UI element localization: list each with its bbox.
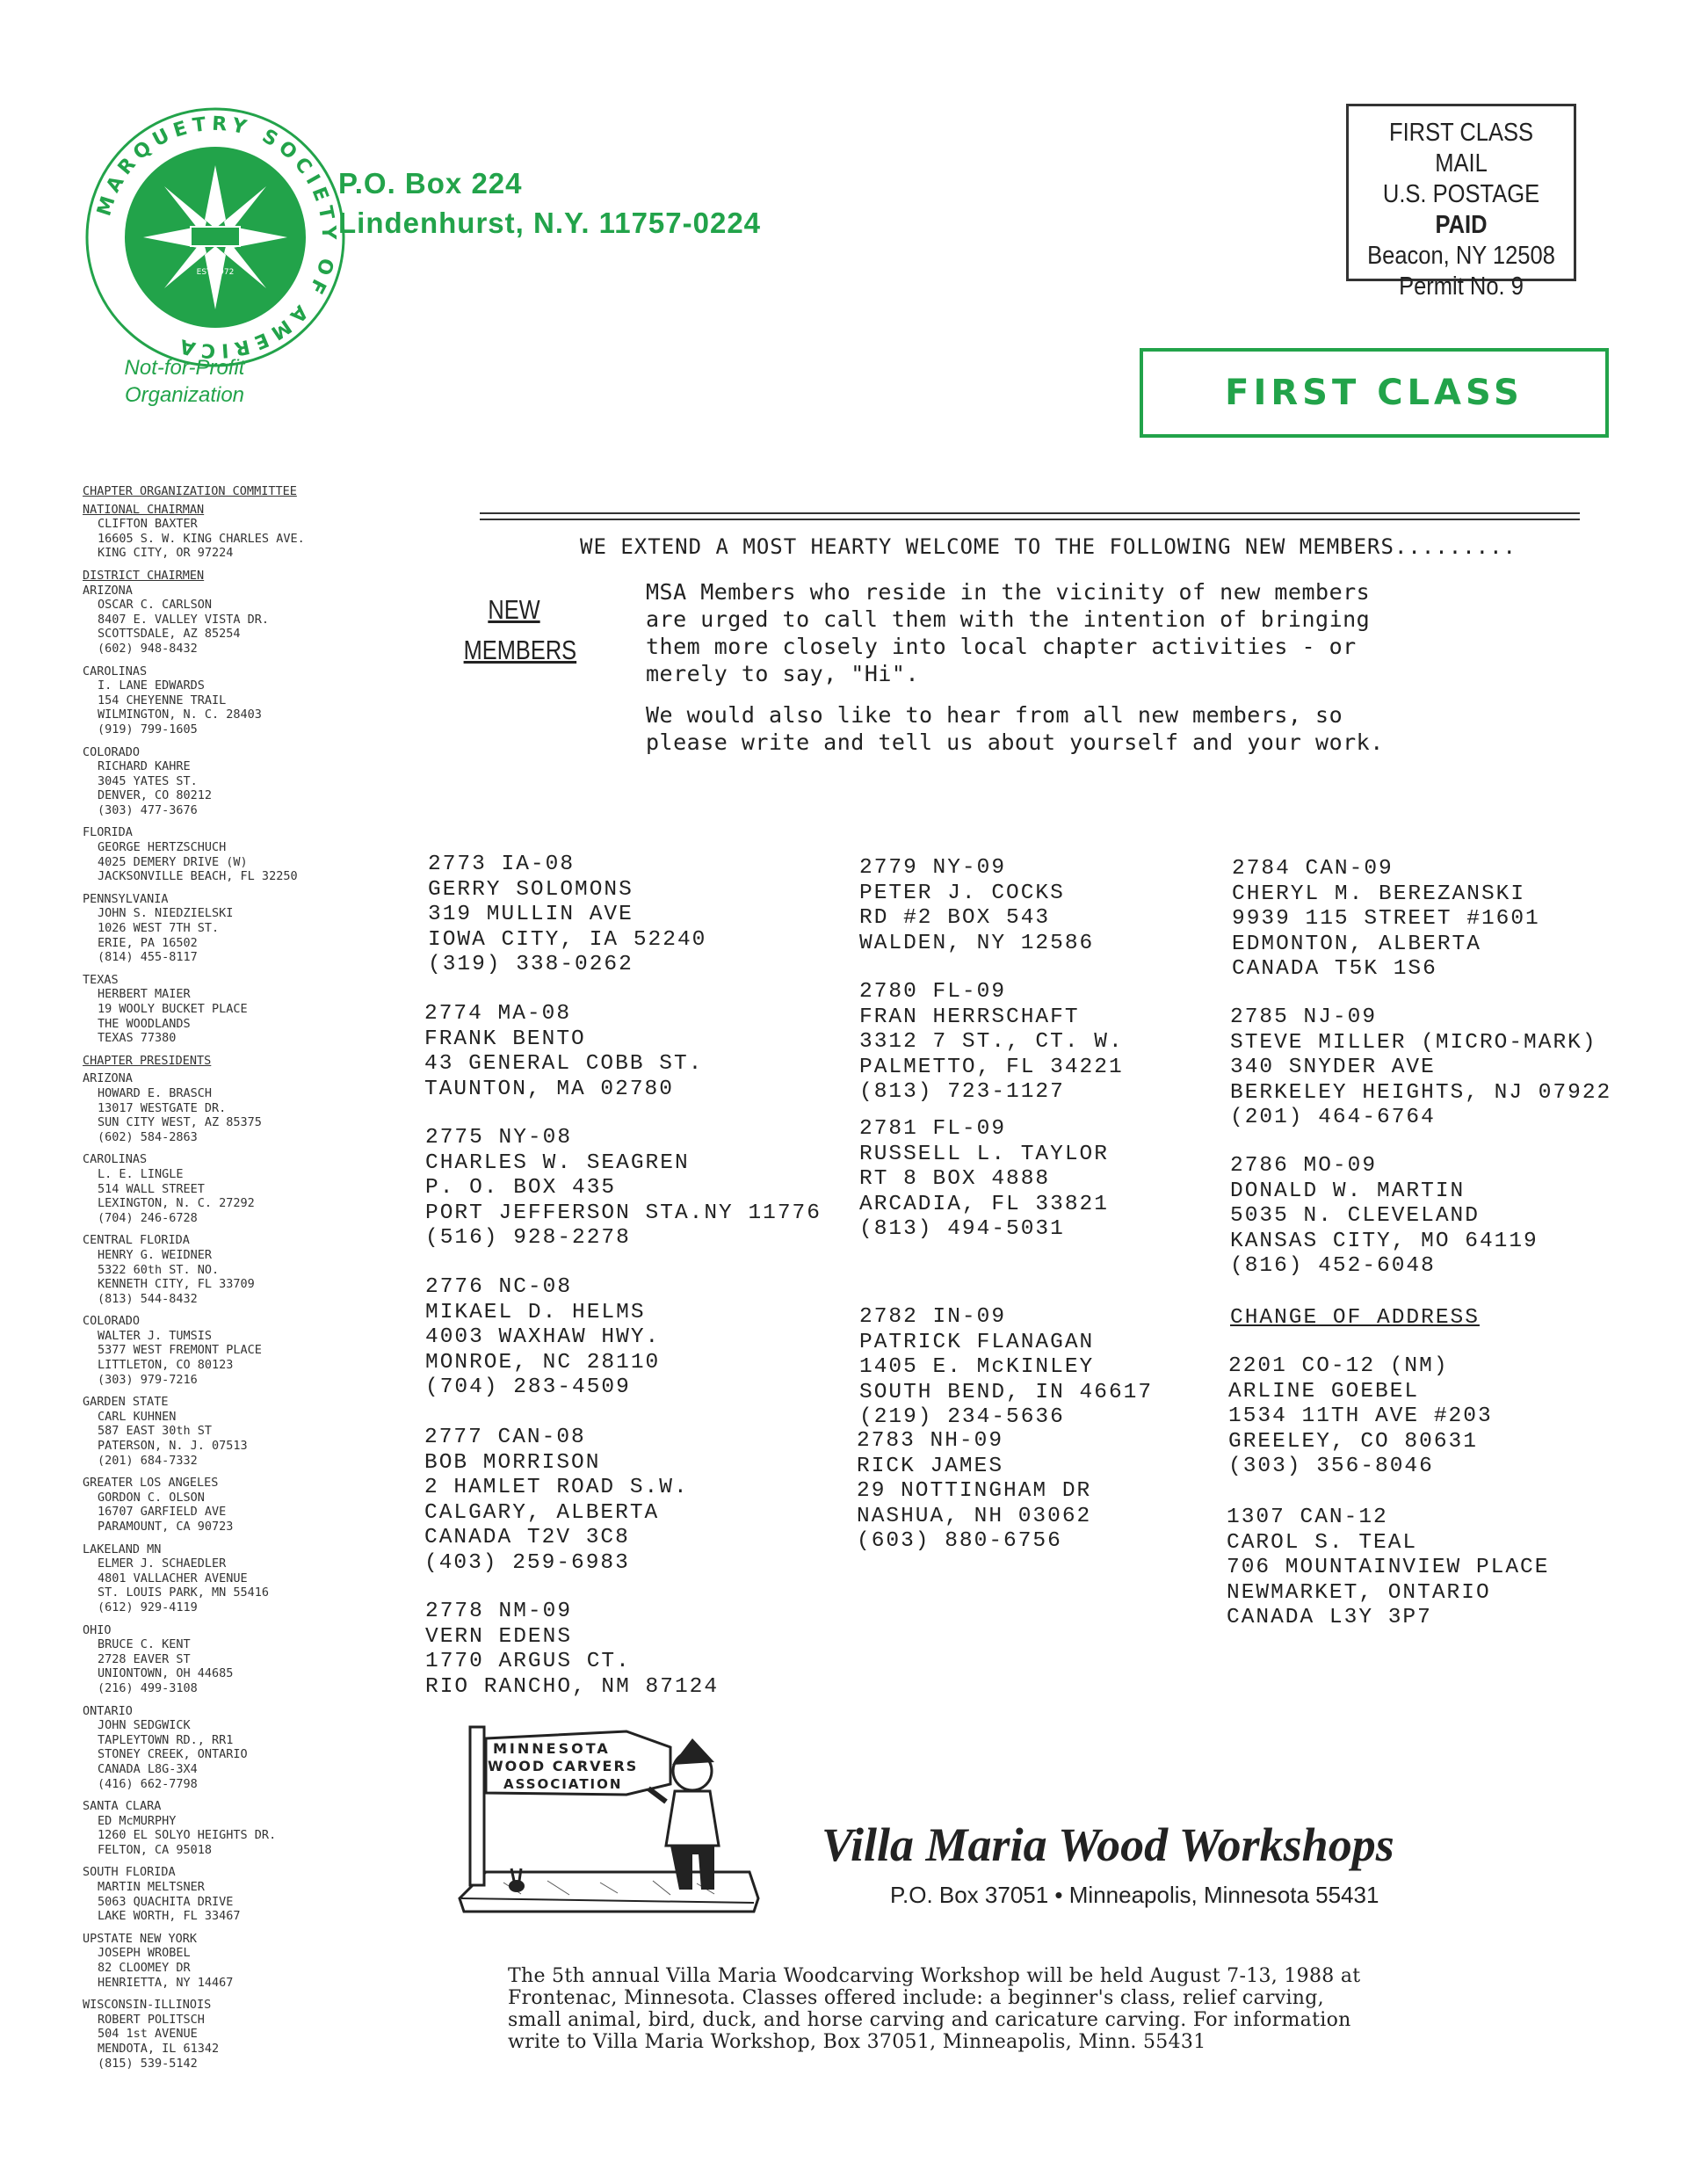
member-number: 2785 NJ-09 bbox=[1230, 1005, 1378, 1029]
sidebar-address-line: 8407 E. VALLEY VISTA DR. bbox=[98, 612, 270, 627]
sidebar-address-line: (704) 246-6728 bbox=[98, 1210, 198, 1225]
sidebar-address-line: ST. LOUIS PARK, MN 55416 bbox=[98, 1585, 270, 1600]
sidebar-address-line: (815) 539-5142 bbox=[98, 2056, 198, 2071]
intro-paragraph-1 bbox=[646, 578, 1370, 687]
ad-address: P.O. Box 37051 • Minneapolis, Minnesota 55431 bbox=[890, 1882, 1379, 1908]
intro-line: MSA Members who reside in the vicinity of new members bbox=[646, 579, 1371, 605]
sidebar-address-line: 587 EAST 30th ST bbox=[98, 1424, 213, 1439]
member-line: PATRICK FLANAGAN bbox=[859, 1330, 1095, 1354]
sidebar-region: CAROLINAS bbox=[83, 1152, 148, 1167]
member-number: 2784 CAN-09 bbox=[1232, 857, 1394, 881]
member-entry bbox=[859, 856, 1094, 956]
sign-text: MINNESOTA bbox=[493, 1740, 611, 1757]
sidebar-entry bbox=[83, 584, 364, 657]
sidebar-address-line: (303) 979-7216 bbox=[98, 1372, 198, 1387]
sidebar-region: CAROLINAS bbox=[83, 664, 148, 678]
postage-line: PAID bbox=[1435, 211, 1488, 239]
intro-line: We would also like to hear from all new members, so bbox=[646, 702, 1343, 728]
divider-rule bbox=[480, 519, 1580, 520]
sidebar-region: ARIZONA bbox=[83, 1071, 133, 1086]
sidebar-address-line: JACKSONVILLE BEACH, FL 32250 bbox=[98, 869, 298, 884]
sidebar-address-line: (813) 544-8432 bbox=[98, 1291, 198, 1306]
sidebar-address-line: 2728 EAVER ST bbox=[98, 1651, 191, 1666]
sidebar-entry bbox=[83, 745, 364, 818]
ad-body bbox=[508, 1965, 1360, 2053]
member-line: PORT JEFFERSON STA.NY 11776 bbox=[425, 1201, 822, 1225]
ad-body-line: write to Villa Maria Workshop, Box 37051, Minneapolis, Minn. 55431 bbox=[508, 2031, 1206, 2053]
sidebar-address-line: ED McMURPHY bbox=[98, 1813, 177, 1828]
member-line: 29 NOTTINGHAM DR bbox=[857, 1479, 1092, 1504]
sidebar-address-line: ROBERT POLITSCH bbox=[98, 2012, 205, 2027]
sidebar-entry bbox=[83, 825, 364, 883]
sidebar-address-line: 5063 QUACHITA DRIVE bbox=[98, 1894, 234, 1909]
sidebar-address-line: TEXAS 77380 bbox=[98, 1031, 177, 1046]
sidebar-address-line: GEORGE HERTZSCHUCH bbox=[98, 840, 227, 855]
member-line: FRAN HERRSCHAFT bbox=[859, 1005, 1080, 1029]
member-line: (704) 283-4509 bbox=[425, 1375, 631, 1400]
member-line: P. O. BOX 435 bbox=[425, 1176, 617, 1201]
ad-body-line: small animal, bird, duck, and horse carving and caricature carving. For information bbox=[508, 2009, 1351, 2031]
member-line: BOB MORRISON bbox=[424, 1450, 601, 1475]
sidebar-entry bbox=[83, 1152, 364, 1225]
sidebar-address-line: 5322 60th ST. NO. bbox=[98, 1262, 220, 1277]
sidebar-address-line: L. E. LINGLE bbox=[98, 1166, 184, 1181]
member-line: 9939 115 STREET #1601 bbox=[1232, 907, 1540, 932]
sidebar-address-line: STONEY CREEK, ONTARIO bbox=[98, 1747, 248, 1762]
national-chairman-heading: NATIONAL CHAIRMAN bbox=[83, 502, 205, 517]
sidebar-address-line: 5377 WEST FREMONT PLACE bbox=[98, 1343, 262, 1358]
sidebar-entry bbox=[83, 1233, 364, 1306]
sidebar-address-line: MARTIN MELTSNER bbox=[98, 1880, 205, 1895]
sidebar-address-line: MENDOTA, IL 61342 bbox=[98, 2042, 220, 2056]
sidebar-address-line: 154 CHEYENNE TRAIL bbox=[98, 693, 227, 707]
intro-line: them more closely into local chapter activities - or bbox=[646, 634, 1357, 659]
member-line: PALMETTO, FL 34221 bbox=[859, 1055, 1124, 1079]
sidebar-entry bbox=[83, 1395, 364, 1468]
member-number: 2773 IA-08 bbox=[428, 853, 576, 876]
member-number: 2775 NY-08 bbox=[425, 1126, 573, 1150]
member-line: (201) 464-6764 bbox=[1230, 1106, 1436, 1130]
member-line: 319 MULLIN AVE bbox=[428, 903, 634, 927]
member-line: RD #2 BOX 543 bbox=[859, 906, 1051, 931]
ad-body-line: The 5th annual Villa Maria Woodcarving Workshop will be held August 7-13, 1988 at bbox=[508, 1965, 1361, 1987]
new-members-label: NEW bbox=[488, 594, 540, 625]
sidebar-address-line: 504 1st AVENUE bbox=[98, 2027, 198, 2042]
sidebar-address-line: HERBERT MAIER bbox=[98, 987, 191, 1002]
sidebar-region: OHIO bbox=[83, 1622, 112, 1637]
member-line: NASHUA, NH 03062 bbox=[857, 1504, 1092, 1528]
sidebar-entry bbox=[83, 1071, 364, 1144]
member-line: 5035 N. CLEVELAND bbox=[1230, 1204, 1480, 1229]
address-line-1: P.O. Box 224 bbox=[338, 167, 523, 200]
member-number: 2777 CAN-08 bbox=[424, 1426, 586, 1449]
sidebar-address-line: GORDON C. OLSON bbox=[98, 1490, 205, 1505]
member-line: (219) 234-5636 bbox=[859, 1405, 1065, 1430]
member-line: IOWA CITY, IA 52240 bbox=[428, 927, 707, 952]
member-line: 706 MOUNTAINVIEW PLACE bbox=[1227, 1556, 1550, 1580]
member-line: DONALD W. MARTIN bbox=[1230, 1179, 1466, 1203]
member-line: 2 HAMLET ROAD S.W. bbox=[424, 1476, 689, 1500]
sidebar-address-line: THE WOODLANDS bbox=[98, 1016, 191, 1031]
sidebar-address-line: SUN CITY WEST, AZ 85375 bbox=[98, 1115, 262, 1130]
sidebar-address-line: OSCAR C. CARLSON bbox=[98, 598, 213, 613]
sidebar-address-line: KENNETH CITY, FL 33709 bbox=[98, 1277, 255, 1292]
member-line: MONROE, NC 28110 bbox=[425, 1350, 661, 1375]
member-line: (816) 452-6048 bbox=[1230, 1254, 1436, 1279]
district-chairmen bbox=[83, 584, 364, 1046]
sidebar-address-line: (612) 929-4119 bbox=[98, 1600, 198, 1614]
wood-carvers-sign-illustration bbox=[451, 1723, 764, 1923]
intro-line: please write and tell us about yourself and your work. bbox=[646, 729, 1384, 755]
sidebar-address-line: (602) 948-8432 bbox=[98, 641, 198, 656]
sidebar-region: PENNSYLVANIA bbox=[83, 891, 169, 906]
sidebar-address-line: 16707 GARFIELD AVE bbox=[98, 1505, 227, 1520]
address-line-2: Lindenhurst, N.Y. 11757-0224 bbox=[338, 207, 762, 239]
member-line: 3312 7 ST., CT. W. bbox=[859, 1030, 1124, 1055]
member-entry bbox=[424, 1002, 703, 1102]
sidebar-address-line: SCOTTSDALE, AZ 85254 bbox=[98, 627, 241, 642]
sidebar-address-line: 13017 WESTGATE DR. bbox=[98, 1100, 227, 1115]
member-line: TAUNTON, MA 02780 bbox=[424, 1077, 674, 1101]
member-line: BERKELEY HEIGHTS, NJ 07922 bbox=[1230, 1080, 1612, 1105]
member-line: 1770 ARGUS CT. bbox=[425, 1650, 631, 1674]
sidebar-entry bbox=[83, 973, 364, 1046]
member-line: (813) 494-5031 bbox=[859, 1217, 1065, 1242]
postage-line: FIRST CLASS MAIL bbox=[1388, 119, 1534, 178]
sidebar-region: SANTA CLARA bbox=[83, 1799, 162, 1814]
member-line: KANSAS CITY, MO 64119 bbox=[1230, 1229, 1539, 1253]
sidebar-entry bbox=[83, 664, 364, 737]
member-entry bbox=[859, 1117, 1109, 1243]
sidebar-address-line: ERIE, PA 16502 bbox=[98, 935, 198, 950]
sidebar-region: FLORIDA bbox=[83, 825, 133, 840]
sidebar-region: COLORADO bbox=[83, 1314, 141, 1329]
sidebar-address-line: UNIONTOWN, OH 44685 bbox=[98, 1666, 234, 1681]
change-of-address-heading: CHANGE OF ADDRESS bbox=[1230, 1306, 1480, 1330]
postage-indicia bbox=[1346, 104, 1576, 301]
member-line: 4003 WAXHAW HWY. bbox=[425, 1325, 661, 1350]
sidebar-address-line: JOHN SEDGWICK bbox=[98, 1718, 191, 1733]
sidebar-address-line: TAPLEYTOWN RD., RR1 bbox=[98, 1732, 234, 1747]
sidebar-region: LAKELAND MN bbox=[83, 1542, 162, 1556]
member-line: CHERYL M. BEREZANSKI bbox=[1232, 882, 1526, 906]
member-line: CALGARY, ALBERTA bbox=[424, 1500, 660, 1525]
msa-logo bbox=[83, 105, 347, 369]
sidebar-region: ARIZONA bbox=[83, 583, 133, 598]
sidebar-entry bbox=[83, 1476, 364, 1534]
member-line: MIKAEL D. HELMS bbox=[425, 1300, 646, 1324]
logo-ring-text: MARQUETRY SOCIETY OF AMERICA bbox=[93, 112, 340, 362]
member-line: RICK JAMES bbox=[857, 1454, 1004, 1478]
sidebar-address-line: DENVER, CO 80212 bbox=[98, 788, 213, 803]
member-number: 2780 FL-09 bbox=[859, 980, 1007, 1004]
sidebar-address-line: HOWARD E. BRASCH bbox=[98, 1085, 213, 1100]
sidebar-address-line: (416) 662-7798 bbox=[98, 1776, 198, 1791]
member-number: 2201 CO-12 (NM) bbox=[1228, 1354, 1449, 1378]
sidebar-address-line: 82 CLOOMEY DR bbox=[98, 1961, 191, 1976]
sidebar-address-line: WILMINGTON, N. C. 28403 bbox=[98, 707, 262, 722]
sidebar-address-line: (216) 499-3108 bbox=[98, 1680, 198, 1695]
member-line: 1534 11TH AVE #203 bbox=[1228, 1404, 1493, 1429]
member-line: NEWMARKET, ONTARIO bbox=[1227, 1580, 1491, 1605]
nonprofit-line-2: Organization bbox=[124, 383, 245, 407]
sidebar-entry bbox=[83, 1865, 364, 1923]
member-entry bbox=[425, 1126, 822, 1252]
nonprofit-line-1: Not-for-Profit bbox=[124, 356, 245, 380]
sidebar-address-line: (303) 477-3676 bbox=[98, 802, 198, 817]
member-line: CANADA L3Y 3P7 bbox=[1227, 1606, 1432, 1630]
sidebar-entry bbox=[83, 1623, 364, 1696]
sidebar-entry bbox=[83, 1998, 364, 2071]
member-entry bbox=[859, 980, 1124, 1106]
member-line: ARCADIA, FL 33821 bbox=[859, 1192, 1109, 1216]
chapter-presidents bbox=[83, 1071, 364, 2071]
member-entry bbox=[859, 1305, 1153, 1431]
first-class-stamp: FIRST CLASS bbox=[1140, 348, 1609, 438]
member-line: CAROL S. TEAL bbox=[1227, 1530, 1418, 1555]
member-line: RUSSELL L. TAYLOR bbox=[859, 1142, 1109, 1166]
ad-title: Villa Maria Wood Workshops bbox=[822, 1818, 1394, 1871]
sidebar-address-line: ELMER J. SCHAEDLER bbox=[98, 1556, 227, 1571]
member-entry bbox=[1232, 857, 1540, 983]
member-line: 340 SNYDER AVE bbox=[1230, 1056, 1436, 1080]
member-line: ARLINE GOEBEL bbox=[1228, 1379, 1420, 1404]
member-line: (403) 259-6983 bbox=[424, 1550, 630, 1575]
district-chairmen-heading: DISTRICT CHAIRMEN bbox=[83, 568, 205, 583]
member-number: 2779 NY-09 bbox=[859, 856, 1007, 880]
member-line: PETER J. COCKS bbox=[859, 881, 1065, 905]
logo-est-text: EST 1972 bbox=[196, 268, 235, 277]
sidebar-entry bbox=[83, 1704, 364, 1792]
sidebar-address-line: I. LANE EDWARDS bbox=[98, 678, 205, 693]
sidebar-address-line: 1260 EL SOLYO HEIGHTS DR. bbox=[98, 1828, 277, 1843]
member-line: CHARLES W. SEAGREN bbox=[425, 1150, 690, 1175]
sidebar-address-line: LAKE WORTH, FL 33467 bbox=[98, 1909, 241, 1924]
sidebar-address-line: CARL KUHNEN bbox=[98, 1409, 177, 1424]
chapter-presidents-heading: CHAPTER PRESIDENTS bbox=[83, 1053, 212, 1068]
member-entry bbox=[1230, 1005, 1611, 1131]
sidebar-entry bbox=[83, 1314, 364, 1387]
member-number: 2778 NM-09 bbox=[425, 1600, 573, 1623]
new-members-label: MEMBERS bbox=[463, 635, 577, 665]
member-number: 1307 CAN-12 bbox=[1227, 1506, 1388, 1529]
member-line: CANADA T2V 3C8 bbox=[424, 1526, 630, 1550]
sidebar-region: UPSTATE NEW YORK bbox=[83, 1931, 198, 1946]
sidebar-address-line: RICHARD KAHRE bbox=[98, 759, 191, 774]
sidebar-address-line: PATERSON, N. J. 07513 bbox=[98, 1439, 248, 1454]
sidebar-address-line: LITTLETON, CO 80123 bbox=[98, 1358, 234, 1373]
sidebar-entry bbox=[83, 1799, 364, 1857]
sidebar-region: COLORADO bbox=[83, 744, 141, 759]
sign-text: WOOD CARVERS bbox=[488, 1758, 639, 1774]
member-number: 2774 MA-08 bbox=[424, 1002, 572, 1026]
member-line: (319) 338-0262 bbox=[428, 953, 634, 977]
sidebar-region: WISCONSIN-ILLINOIS bbox=[83, 1998, 212, 2013]
member-line: RT 8 BOX 4888 bbox=[859, 1167, 1051, 1192]
sidebar-address-line: 1026 WEST 7TH ST. bbox=[98, 921, 220, 936]
sidebar-address-line: 514 WALL STREET bbox=[98, 1181, 205, 1196]
address-change-entry bbox=[1228, 1354, 1493, 1480]
member-line: 1405 E. McKINLEY bbox=[859, 1355, 1095, 1380]
sidebar-address-line: CLIFTON BAXTER bbox=[98, 517, 198, 532]
sidebar-address-line: 4801 VALLACHER AVENUE bbox=[98, 1571, 248, 1585]
member-line: 43 GENERAL COBB ST. bbox=[424, 1052, 704, 1077]
sidebar-entry bbox=[83, 892, 364, 965]
welcome-heading: WE EXTEND A MOST HEARTY WELCOME TO THE FOLLOWING NEW MEMBERS......... bbox=[580, 534, 1517, 559]
member-line: SOUTH BEND, IN 46617 bbox=[859, 1380, 1154, 1404]
member-entry bbox=[425, 1600, 719, 1700]
member-line: GREELEY, CO 80631 bbox=[1228, 1429, 1478, 1454]
member-line: FRANK BENTO bbox=[424, 1027, 586, 1051]
member-line: VERN EDENS bbox=[425, 1624, 573, 1649]
member-line: STEVE MILLER (MICRO-MARK) bbox=[1230, 1030, 1597, 1055]
sidebar-address-line: (602) 584-2863 bbox=[98, 1129, 198, 1144]
sign-text: ASSOCIATION bbox=[503, 1776, 623, 1792]
member-line: WALDEN, NY 12586 bbox=[859, 931, 1095, 955]
member-line: GERRY SOLOMONS bbox=[428, 877, 634, 902]
member-line: EDMONTON, ALBERTA bbox=[1232, 932, 1481, 956]
member-number: 2783 NH-09 bbox=[857, 1429, 1004, 1453]
national-chairman bbox=[83, 517, 364, 561]
member-entry bbox=[1230, 1154, 1539, 1280]
sidebar-address-line: (814) 455-8117 bbox=[98, 950, 198, 965]
member-number: 2781 FL-09 bbox=[859, 1117, 1007, 1141]
ad-body-line: Frontenac, Minnesota. Classes offered include: a beginner's class, relief carving, bbox=[508, 1987, 1324, 2009]
chapter-committee-sidebar bbox=[83, 484, 364, 2079]
sidebar-address-line: 16605 S. W. KING CHARLES AVE. bbox=[98, 531, 305, 546]
sidebar-address-line: KING CITY, OR 97224 bbox=[98, 546, 234, 561]
sidebar-address-line: (919) 799-1605 bbox=[98, 722, 198, 736]
address-change-entry bbox=[1227, 1506, 1549, 1631]
member-line: CANADA T5K 1S6 bbox=[1232, 957, 1437, 982]
sidebar-address-line: HENRIETTA, NY 14467 bbox=[98, 1975, 234, 1990]
sidebar-address-line: CANADA L8G-3X4 bbox=[98, 1761, 198, 1776]
member-line: (813) 723-1127 bbox=[859, 1080, 1065, 1105]
member-entry bbox=[857, 1429, 1091, 1555]
sidebar-address-line: PARAMOUNT, CA 90723 bbox=[98, 1520, 234, 1534]
sidebar-address-line: 3045 YATES ST. bbox=[98, 773, 198, 788]
sidebar-region: ONTARIO bbox=[83, 1703, 133, 1718]
sidebar-title: CHAPTER ORGANIZATION COMMITTEE bbox=[83, 484, 297, 498]
divider-rule bbox=[480, 512, 1580, 514]
postage-line: Permit No. 9 bbox=[1399, 272, 1524, 301]
member-line: (303) 356-8046 bbox=[1228, 1455, 1434, 1479]
member-line: (516) 928-2278 bbox=[425, 1226, 631, 1251]
member-entry bbox=[425, 1275, 660, 1401]
sidebar-address-line: 4025 DEMERY DRIVE (W) bbox=[98, 854, 248, 869]
postage-line: Beacon, NY 12508 bbox=[1367, 242, 1555, 270]
sidebar-region: SOUTH FLORIDA bbox=[83, 1865, 176, 1880]
member-entry bbox=[428, 853, 706, 978]
member-entry bbox=[424, 1426, 689, 1577]
sidebar-address-line: WALTER J. TUMSIS bbox=[98, 1328, 213, 1343]
postage-line: U.S. POSTAGE bbox=[1382, 180, 1540, 208]
member-number: 2786 MO-09 bbox=[1230, 1154, 1378, 1178]
sidebar-entry bbox=[83, 1932, 364, 1990]
sidebar-address-line: LEXINGTON, N. C. 27292 bbox=[98, 1196, 255, 1211]
sidebar-address-line: HENRY G. WEIDNER bbox=[98, 1247, 213, 1262]
sidebar-address-line: FELTON, CA 95018 bbox=[98, 1842, 213, 1857]
intro-line: merely to say, "Hi". bbox=[646, 661, 920, 686]
sidebar-address-line: (201) 684-7332 bbox=[98, 1453, 198, 1468]
member-line: RIO RANCHO, NM 87124 bbox=[425, 1674, 720, 1699]
member-number: 2782 IN-09 bbox=[859, 1305, 1007, 1329]
sidebar-region: GREATER LOS ANGELES bbox=[83, 1476, 219, 1491]
sidebar-region: GARDEN STATE bbox=[83, 1395, 169, 1410]
sidebar-address-line: JOHN S. NIEDZIELSKI bbox=[98, 906, 234, 921]
sidebar-address-line: BRUCE C. KENT bbox=[98, 1637, 191, 1652]
intro-line: are urged to call them with the intention of bringing bbox=[646, 606, 1371, 632]
sidebar-entry bbox=[83, 1542, 364, 1615]
sidebar-region: CENTRAL FLORIDA bbox=[83, 1233, 190, 1248]
sidebar-address-line: 19 WOOLY BUCKET PLACE bbox=[98, 1002, 248, 1016]
member-number: 2776 NC-08 bbox=[425, 1275, 573, 1299]
intro-paragraph-2 bbox=[646, 701, 1384, 756]
sidebar-region: TEXAS bbox=[83, 972, 119, 987]
sidebar-address-line: JOSEPH WROBEL bbox=[98, 1946, 191, 1961]
member-line: (603) 880-6756 bbox=[857, 1529, 1062, 1554]
